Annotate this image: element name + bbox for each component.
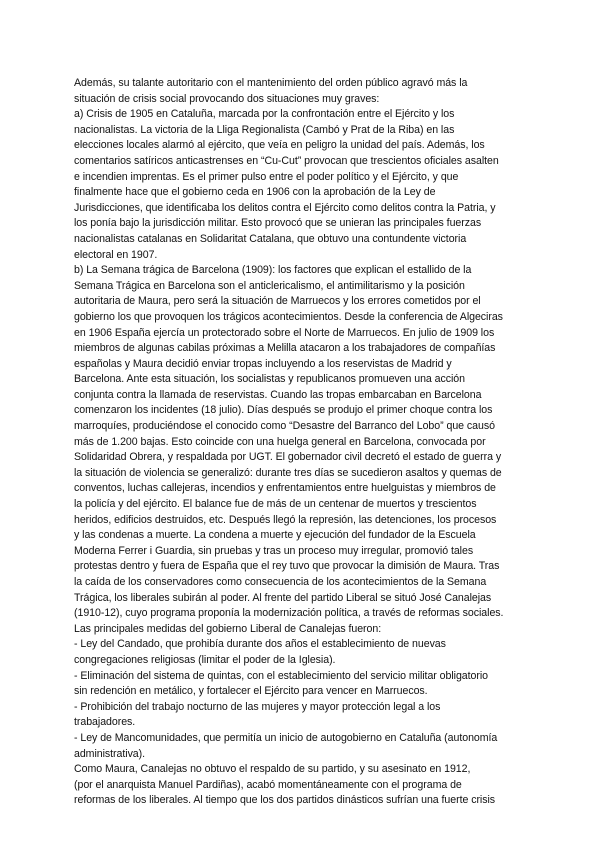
- text-line: Jurisdicciones, que identificaba los delitos contra el Ejército como delitos contra la Patria, y: [74, 201, 496, 214]
- text-line: elecciones locales alarmó al ejército, que veía en peligro la unidad del país. Además, los: [74, 139, 485, 152]
- text-line: la caída de los conservadores como consecuencia de los acontecimientos de la Semana: [74, 576, 487, 588]
- text-line: Las principales medidas del gobierno Liberal de Canalejas fueron:: [74, 622, 382, 635]
- text-line: los ponía bajo la jurisdicción militar. Esto provocó que se unieran las principales fuerzas: [74, 217, 482, 230]
- text-line: comentarios satíricos anticastrenses en “Cu-Cut” provocan que trescientos oficiales asalten: [74, 154, 499, 167]
- text-line: (por el anarquista Manuel Pardiñas), acabó momentáneamente con el programa de: [74, 778, 462, 791]
- text-line: administrativa).: [74, 747, 146, 760]
- text-line: sin redención en metálico, y fortalecer el Ejército para vencer en Marruecos.: [74, 685, 428, 698]
- text-line: autoritaria de Maura, pero será la situación de Marruecos y los errores cometidos por el: [74, 295, 481, 308]
- text-line: congregaciones religiosas (limitar el poder de la Iglesia).: [74, 653, 336, 666]
- text-line: conventos, luchas callejeras, incendios y enfrentamientos entre huelguistas y miembros de: [74, 482, 496, 495]
- body-text: [74, 76, 534, 809]
- text-line: Semana Trágica en Barcelona son el anticlericalismo, el antimilitarismo y la posición: [74, 279, 465, 292]
- text-line: a) Crisis de 1905 en Cataluña, marcada por la confrontación entre el Ejército y los: [74, 108, 455, 121]
- text-line: miembros de algunas cabilas próximas a Melilla atacaron a los trabajadores de compañías: [74, 342, 496, 355]
- text-line: (1910-12), cuyo programa proponía la modernización política, a través de reformas sociales.: [74, 607, 504, 620]
- text-line: conjunta contra la llamada de reservistas. Cuando las tropas embarcaban en Barcelona: [74, 388, 482, 401]
- text-line: situación de crisis social provocando dos situaciones muy graves:: [74, 92, 380, 105]
- text-line: marroquíes, produciéndose el conocido como “Desastre del Barranco del Lobo” que causó: [74, 420, 495, 433]
- text-line: Trágica, los liberales subirán al poder. Al frente del partido Liberal se situó José Canalejas: [74, 591, 492, 604]
- text-line: comenzaron los incidentes (18 julio). Días después se produjo el primer choque contra los: [74, 404, 493, 417]
- text-line: más de 1.200 bajas. Esto coincide con una huelga general en Barcelona, convocada por: [74, 435, 486, 448]
- text-line: nacionalistas. La victoria de la Lliga Regionalista (Cambó y Prat de la Riba) en las: [74, 123, 455, 136]
- text-line: Barcelona. Ante esta situación, los socialistas y republicanos promueven una acción: [74, 373, 465, 386]
- text-line: finalmente hace que el gobierno ceda en 1906 con la aprobación de la Ley de: [74, 186, 436, 199]
- text-line: Moderna Ferrer i Guardia, sin pruebas y tras un proceso muy irregular, promovió tales: [74, 544, 474, 557]
- text-line: la situación de violencia se generalizó: durante tres días se sucedieron asaltos y quemas de: [74, 466, 502, 479]
- text-line: - Ley del Candado, que prohibía durante dos años el establecimiento de nuevas: [74, 638, 446, 651]
- text-line: y las condenas a muerte. La condena a muerte y ejecución del fundador de la Escuela: [74, 529, 476, 542]
- text-line: Como Maura, Canalejas no obtuvo el respaldo de su partido, y su asesinato en 1912,: [74, 763, 471, 776]
- text-line: españolas y Maura decidió enviar tropas incluyendo a los reservistas de Madrid y: [74, 357, 452, 370]
- text-line: trabajadores.: [74, 716, 136, 729]
- text-line: gobierno los que provoquen los trágicos acontecimientos. Desde la conferencia de Algeciras: [74, 310, 503, 323]
- text-line: Solidaridad Obrera, y respaldada por UGT. El gobernador civil decretó el estado de guerra y: [74, 451, 502, 464]
- text-line: heridos, edificios destruidos, etc. Después llegó la represión, las detenciones, los procesos: [74, 513, 497, 526]
- text-line: - Eliminación del sistema de quintas, con el establecimiento del servicio militar obligatorio: [74, 669, 489, 682]
- text-line: Además, su talante autoritario con el mantenimiento del orden público agravó más la: [74, 77, 468, 89]
- text-line: e incendien imprentas. Es el primer pulso entre el poder político y el Ejército, y que: [74, 170, 459, 183]
- text-line: electoral en 1907.: [74, 248, 158, 261]
- text-line: - Prohibición del trabajo nocturno de las mujeres y mayor protección legal a los: [74, 700, 441, 713]
- text-line: en 1906 España ejercía un protectorado sobre el Norte de Marruecos. En julio de 1909 los: [74, 326, 495, 339]
- text-line: protestas dentro y fuera de España que el rey tuvo que provocar la dimisión de Maura. Tras: [74, 560, 500, 573]
- text-line: b) La Semana trágica de Barcelona (1909): los factores que explican el estallido de la: [74, 264, 472, 277]
- text-line: reformas de los liberales. Al tiempo que los dos partidos dinásticos sufrían una fuerte crisis: [74, 794, 496, 807]
- text-line: nacionalistas catalanas en Solidaritat Catalana, que obtuvo una contundente victoria: [74, 232, 467, 245]
- text-line: la policía y del ejército. El balance fue de más de un centenar de muertos y trescientos: [74, 498, 477, 511]
- text-line: - Ley de Mancomunidades, que permitía un inicio de autogobierno en Cataluña (autonomía: [74, 731, 498, 744]
